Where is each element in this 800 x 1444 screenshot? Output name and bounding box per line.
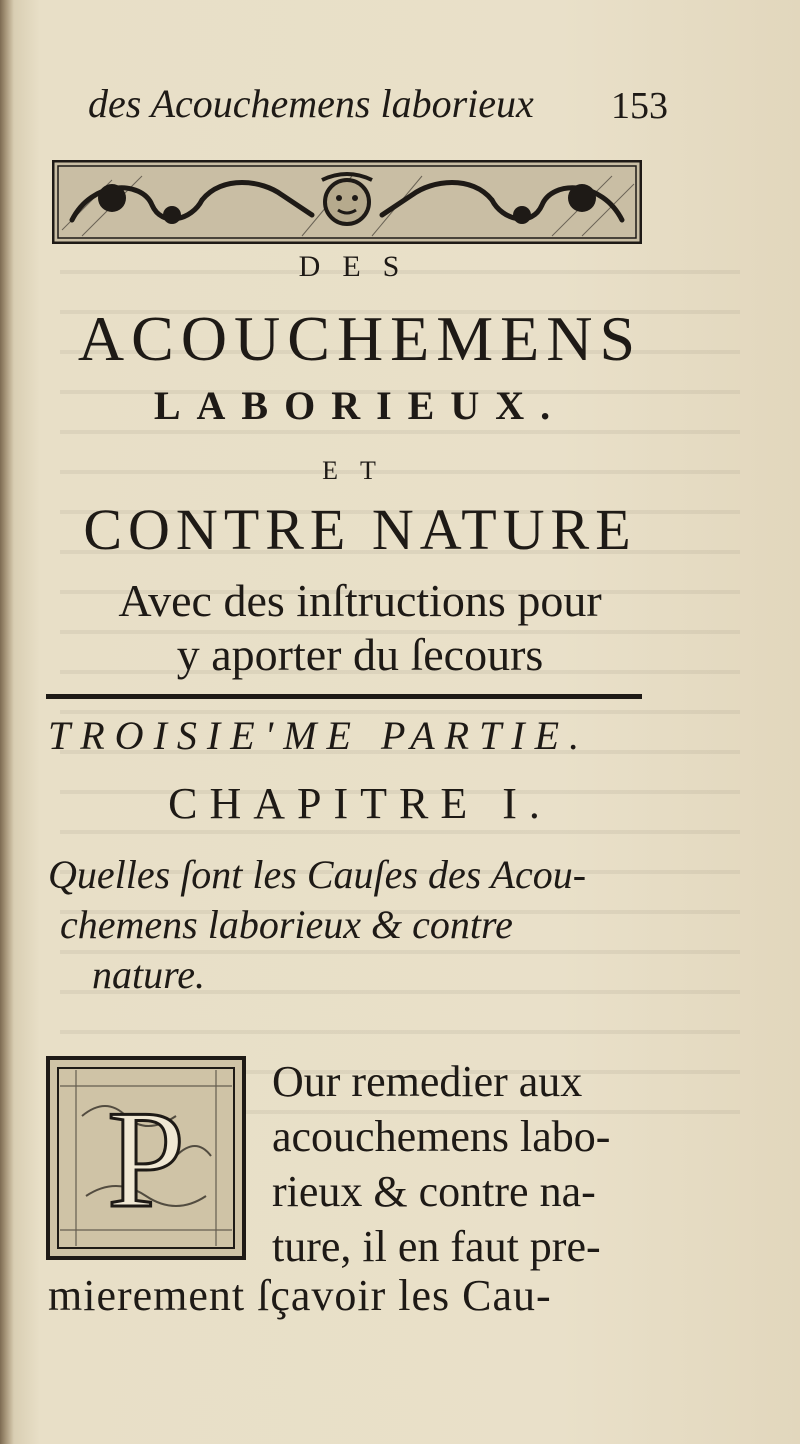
title-et: ET bbox=[322, 456, 398, 485]
chapter-title-line: nature. bbox=[92, 952, 205, 997]
body-line: rieux & contre na- bbox=[272, 1167, 596, 1216]
title-des: DES bbox=[298, 250, 422, 283]
subtitle-line-2: y aporter du ſecours bbox=[176, 629, 544, 680]
chapter-title-line: chemens laborieux & contre bbox=[60, 902, 513, 947]
chapter-title-line: Quelles ſont les Cauſes des Acou- bbox=[48, 852, 587, 897]
subtitle-line-1: Avec des inſtructions pour bbox=[118, 575, 602, 626]
title-line-1: ACOUCHEMENS bbox=[77, 303, 643, 374]
body-text bbox=[272, 1054, 662, 1274]
chapter-heading: CHAPITRE I. bbox=[168, 779, 552, 828]
headpiece-ornament bbox=[52, 160, 642, 244]
running-head-title: des Acouchemens laborieux bbox=[88, 81, 534, 126]
body-line-last: mierement ſçavoir les Cau- bbox=[48, 1271, 552, 1320]
page-number: 153 bbox=[611, 85, 668, 127]
running-head bbox=[88, 80, 668, 140]
initial-letter: P bbox=[107, 1082, 185, 1237]
part-heading: TROISIE'ME PARTIE. bbox=[48, 713, 590, 758]
horizontal-rule bbox=[46, 694, 642, 699]
chapter-title bbox=[48, 850, 658, 1000]
title-line-3: CONTRE NATURE bbox=[83, 497, 637, 562]
body-line: ture, il en faut pre- bbox=[272, 1222, 601, 1271]
body-line: acouchemens labo- bbox=[272, 1112, 611, 1161]
body-line: Our remedier aux bbox=[272, 1057, 583, 1106]
title-line-2: LABORIEUX. bbox=[153, 383, 567, 428]
decorated-initial bbox=[46, 1056, 246, 1260]
